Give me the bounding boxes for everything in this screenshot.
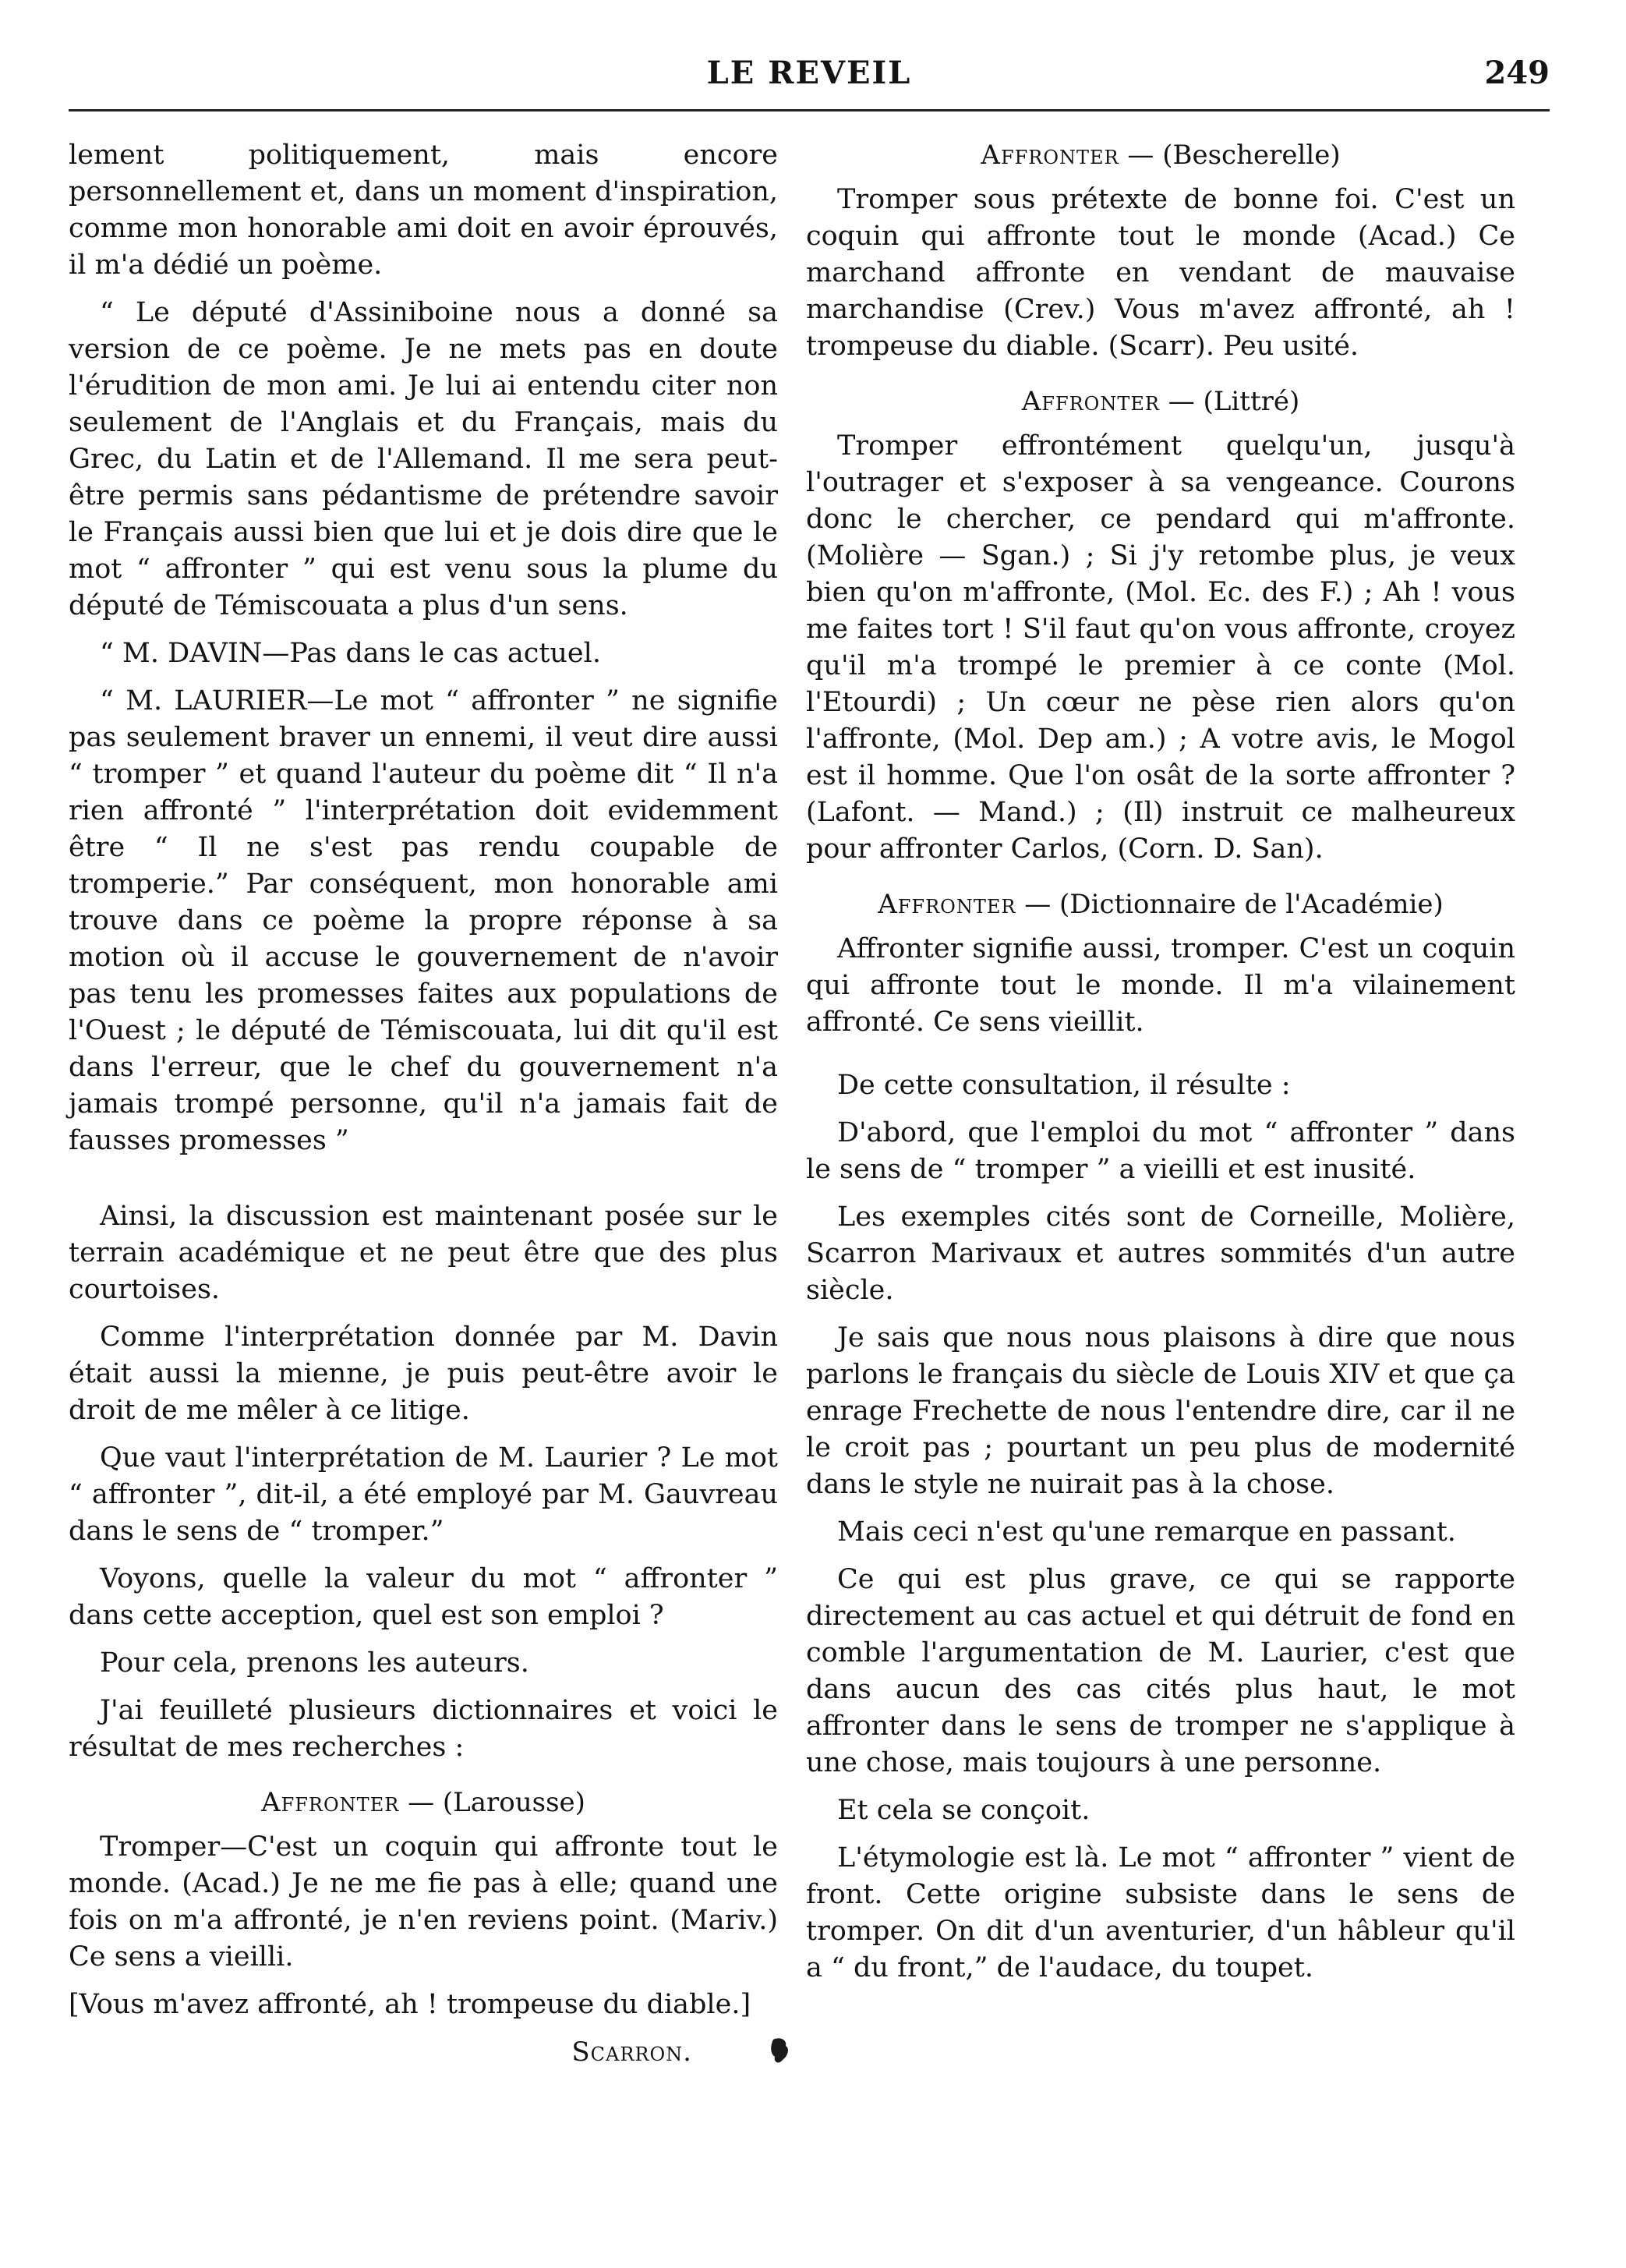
page-header <box>69 47 1550 103</box>
paragraph: Mais ceci n'est qu'une remarque en passant. <box>837 1516 1456 1548</box>
section-heading-larousse <box>69 1785 778 1821</box>
heading-source: — (Dictionnaire de l'Académie) <box>1024 889 1444 920</box>
paragraph: L'étymologie est là. Le mot “ affronter ” vient de front. Cette origine subsiste dans le sens de tromper. On dit d'un aventurier, d'un hâbleur qu'il a “ du front,” de l'audace, du toupet. <box>806 1842 1515 1983</box>
paragraph: Comme l'interprétation donnée par M. Davin était aussi la mienne, je puis peut-être avoir le droit de me mêler à ce litige. <box>69 1322 778 1426</box>
publication-title: LE REVEIL <box>706 55 912 91</box>
paragraph: Que vaut l'interprétation de M. Laurier ? Le mot “ affronter ”, dit-il, a été employé par M. Gauvreau dans le sens de “ tromper.” <box>69 1442 778 1547</box>
heading-word: Affronter <box>878 889 1016 920</box>
paragraph: “ M. LAURIER—Le mot “ affronter ” ne signifie pas seulement braver un ennemi, il veut dire aussi “ tromper ” et quand l'auteur du poème dit “ Il n'a rien affronté ” l'interprétation doit evidemment être “ Il ne s'est pas rendu coupable de tromperie.” Par conséquent, mon honorable ami trouve dans ce poème la propre réponse à sa motion où il accuse le gouvernement de n'avoir pas tenu les promesses faites aux populations de l'Ouest ; le député de Témiscouata, lui dit qu'il est dans l'erreur, que le chef du gouvernement n'a jamais trompé personne, qu'il n'a jamais fait de fausses promesses ” <box>69 685 778 1156</box>
paragraph: “ Le député d'Assiniboine nous a donné sa version de ce poème. Je ne mets pas en doute l'érudition de mon ami. Je lui ai entendu citer non seulement de l'Anglais et du Français, mais du Grec, du Latin et de l'Allemand. Il me sera peut-être permis sans pédantisme de prétendre savoir le Français aussi bien que lui et je dois dire que le mot “ affronter ” qui est venu sous la plume du député de Témiscouata a plus d'un sens. <box>69 297 778 621</box>
paragraph: Voyons, quelle la valeur du mot “ affronter ” dans cette acception, quel est son emploi ? <box>69 1563 778 1631</box>
header-rule <box>69 109 1550 111</box>
paragraph: Tromper effrontément quelqu'un, jusqu'à l'outrager et s'exposer à sa vengeance. Courons donc le chercher, ce pendard qui m'affronte. (Molière — Sgan.) ; Si j'y retombe plus, je veux bien qu'on m'affronte, (Mol. Ec. des F.) ; Ah ! vous me faites tort ! S'il faut qu'on vous affronte, croyez qu'il m'a trompé le premier à ce conte (Mol. l'Etourdi) ; Un cœur ne pèse rien alors qu'on l'affronte, (Mol. Dep am.) ; A votre avis, le Mogol est il homme. Que l'on osât de la sorte affronter ? (Lafont. — Mand.) ; (Il) instruit ce malheureux pour affronter Carlos, (Corn. D. San). <box>806 430 1515 865</box>
ink-blot-icon <box>769 2036 792 2066</box>
heading-source: — (Littré) <box>1168 386 1300 417</box>
paragraph: De cette consultation, il résulte : <box>837 1070 1291 1101</box>
paragraph: Je sais que nous nous plaisons à dire que nous parlons le français du siècle de Louis XIV et que ça enrage Frechette de nous l'entendre dire, car il ne le croit pas ; pourtant un peu plus de modernité dans le style ne nuirait pas à la chose. <box>806 1322 1515 1500</box>
paragraph: Pour cela, prenons les auteurs. <box>100 1647 529 1679</box>
heading-source: — (Larousse) <box>408 1787 585 1818</box>
paragraph: Ainsi, la discussion est maintenant posée sur le terrain académique et ne peut être que des plus courtoises. <box>69 1201 778 1305</box>
paragraph: lement politiquement, mais encore personnellement et, dans un moment d'inspiration, comme mon honorable ami doit en avoir éprouvés, il m'a dédié un poème. <box>69 140 778 281</box>
quotation-credit: Scarron. <box>571 2036 692 2068</box>
heading-word: Affronter <box>1021 386 1160 417</box>
paragraph: “ M. DAVIN—Pas dans le cas actuel. <box>100 638 601 669</box>
paragraph: Tromper sous prétexte de bonne foi. C'est un coquin qui affronte tout le monde (Acad.) Ce marchand affronte en vendant de mauvaise marchandise (Crev.) Vous m'avez affronté, ah ! trompeuse du diable. (Scarr). Peu usité. <box>806 184 1515 362</box>
paragraph: Tromper—C'est un coquin qui affronte tout le monde. (Acad.) Je ne me fie pas à elle; quand une fois on m'a affronté, je n'en reviens point. (Mariv.) Ce sens a vieilli. <box>69 1831 778 1973</box>
heading-source: — (Bescherelle) <box>1127 140 1341 171</box>
section-heading-littre <box>806 384 1515 420</box>
spacer <box>69 1170 778 1198</box>
paragraph: Affronter signifie aussi, tromper. C'est un coquin qui affronte tout le monde. Il m'a vilainement affronté. Ce sens vieillit. <box>806 933 1515 1038</box>
heading-word: Affronter <box>981 140 1119 171</box>
paragraph: J'ai feuilleté plusieurs dictionnaires et voici le résultat de mes recherches : <box>69 1695 778 1763</box>
section-heading-academie <box>806 886 1515 923</box>
paragraph: Ce qui est plus grave, ce qui se rapporte directement au cas actuel et qui détruit de fond en comble l'argumentation de M. Laurier, c'est que dans aucun des cas cités plus haut, le mot affronter dans le sens de tromper ne s'applique à une chose, mais toujours à une personne. <box>806 1564 1515 1778</box>
page-number: 249 <box>1484 55 1550 91</box>
right-column <box>806 137 1515 1997</box>
quotation: [Vous m'avez affronté, ah ! trompeuse du diable.] <box>69 1989 751 2020</box>
heading-word: Affronter <box>261 1787 400 1818</box>
paragraph: Et cela se conçoit. <box>837 1795 1090 1826</box>
left-column <box>69 137 778 2071</box>
spacer <box>806 1052 1515 1067</box>
paragraph: D'abord, que l'emploi du mot “ affronter ” dans le sens de “ tromper ” a vieilli et est inusité. <box>806 1117 1515 1185</box>
paragraph: Les exemples cités sont de Corneille, Molière, Scarron Marivaux et autres sommités d'un autre siècle. <box>806 1201 1515 1306</box>
section-heading-bescherelle <box>806 137 1515 174</box>
